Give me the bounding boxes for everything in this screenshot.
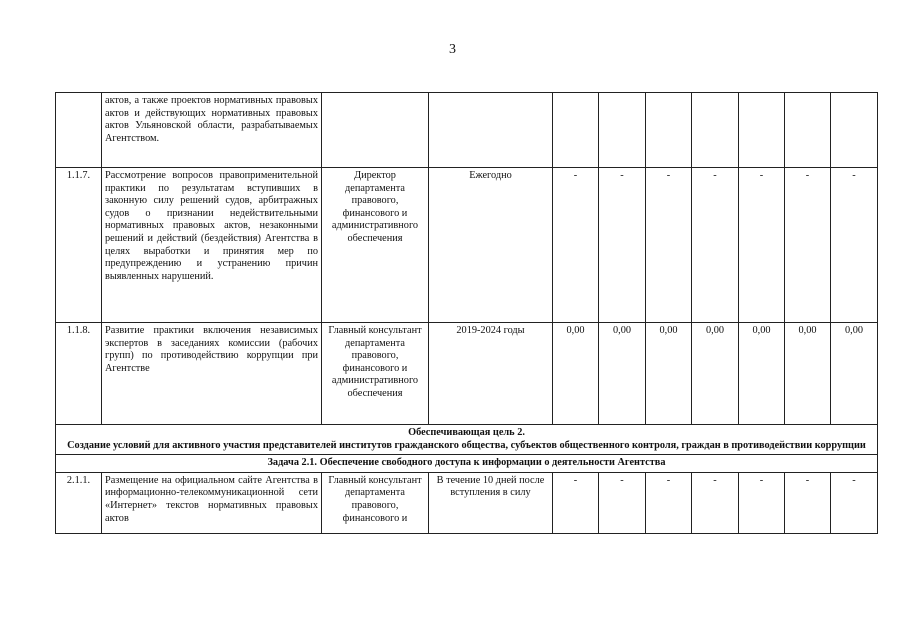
value-cell: [553, 93, 599, 168]
value-cell: 0,00: [553, 323, 599, 425]
item-description: Рассмотрение вопросов правоприменительной практики по результатам вступивших в законную силу решений судов, арбитражных судов о признании недействительными нормативных правовых актов, незаконными решений и действий (бездействия) Агентства в целях выработки и принятия мер по предупреждению и устранению причин выявленных нарушений.: [102, 168, 322, 323]
value-cell: [692, 93, 739, 168]
measures-table: [55, 92, 878, 534]
value-cell: -: [785, 168, 831, 323]
item-term: Ежегодно: [429, 168, 553, 323]
item-executor: Главный консультант департамента правового, финансового и: [322, 472, 429, 533]
page-number: 3: [449, 42, 456, 57]
value-cell: -: [599, 472, 646, 533]
item-number: [56, 93, 102, 168]
goal-text: Создание условий для активного участия представителей институтов гражданского общества, субъектов общественного контроля, граждан в противодействии коррупции: [67, 439, 866, 451]
goal-row: [56, 425, 878, 455]
goal-title: Обеспечивающая цель 2.: [408, 427, 525, 438]
value-cell: -: [831, 472, 878, 533]
value-cell: -: [599, 168, 646, 323]
item-description: Размещение на официальном сайте Агентства в информационно-телекоммуникационной сети «Интернет» текстов нормативных правовых актов: [102, 472, 322, 533]
value-cell: 0,00: [785, 323, 831, 425]
value-cell: 0,00: [599, 323, 646, 425]
goal-cell: [56, 425, 878, 455]
task-heading: Задача 2.1. Обеспечение свободного доступа к информации о деятельности Агентства: [56, 455, 878, 473]
value-cell: [785, 93, 831, 168]
value-cell: [831, 93, 878, 168]
item-number: 2.1.1.: [56, 472, 102, 533]
value-cell: -: [739, 472, 785, 533]
item-number: 1.1.7.: [56, 168, 102, 323]
value-cell: -: [646, 168, 692, 323]
table-row: [56, 168, 878, 323]
item-term: [429, 93, 553, 168]
value-cell: [739, 93, 785, 168]
item-term: 2019-2024 годы: [429, 323, 553, 425]
item-description: актов, а также проектов нормативных правовых актов и действующих нормативных правовых актов Ульяновской области, разрабатываемых Агентством.: [102, 93, 322, 168]
table-row: [56, 323, 878, 425]
value-cell: [646, 93, 692, 168]
value-cell: 0,00: [692, 323, 739, 425]
item-executor: Директор департамента правового, финансового и административного обеспечения: [322, 168, 429, 323]
value-cell: -: [553, 168, 599, 323]
value-cell: -: [739, 168, 785, 323]
task-row: [56, 455, 878, 473]
value-cell: -: [692, 472, 739, 533]
table-row: [56, 93, 878, 168]
value-cell: 0,00: [739, 323, 785, 425]
item-executor: [322, 93, 429, 168]
item-executor: Главный консультант департамента правового, финансового и административного обеспечения: [322, 323, 429, 425]
item-number: 1.1.8.: [56, 323, 102, 425]
value-cell: 0,00: [831, 323, 878, 425]
value-cell: [599, 93, 646, 168]
value-cell: -: [646, 472, 692, 533]
value-cell: -: [553, 472, 599, 533]
table-row: [56, 472, 878, 533]
item-term: В течение 10 дней после вступления в силу: [429, 472, 553, 533]
value-cell: -: [831, 168, 878, 323]
value-cell: -: [785, 472, 831, 533]
item-description: Развитие практики включения независимых экспертов в заседаниях комиссии (рабочих групп) по противодействию коррупции при Агентстве: [102, 323, 322, 425]
value-cell: 0,00: [646, 323, 692, 425]
value-cell: -: [692, 168, 739, 323]
